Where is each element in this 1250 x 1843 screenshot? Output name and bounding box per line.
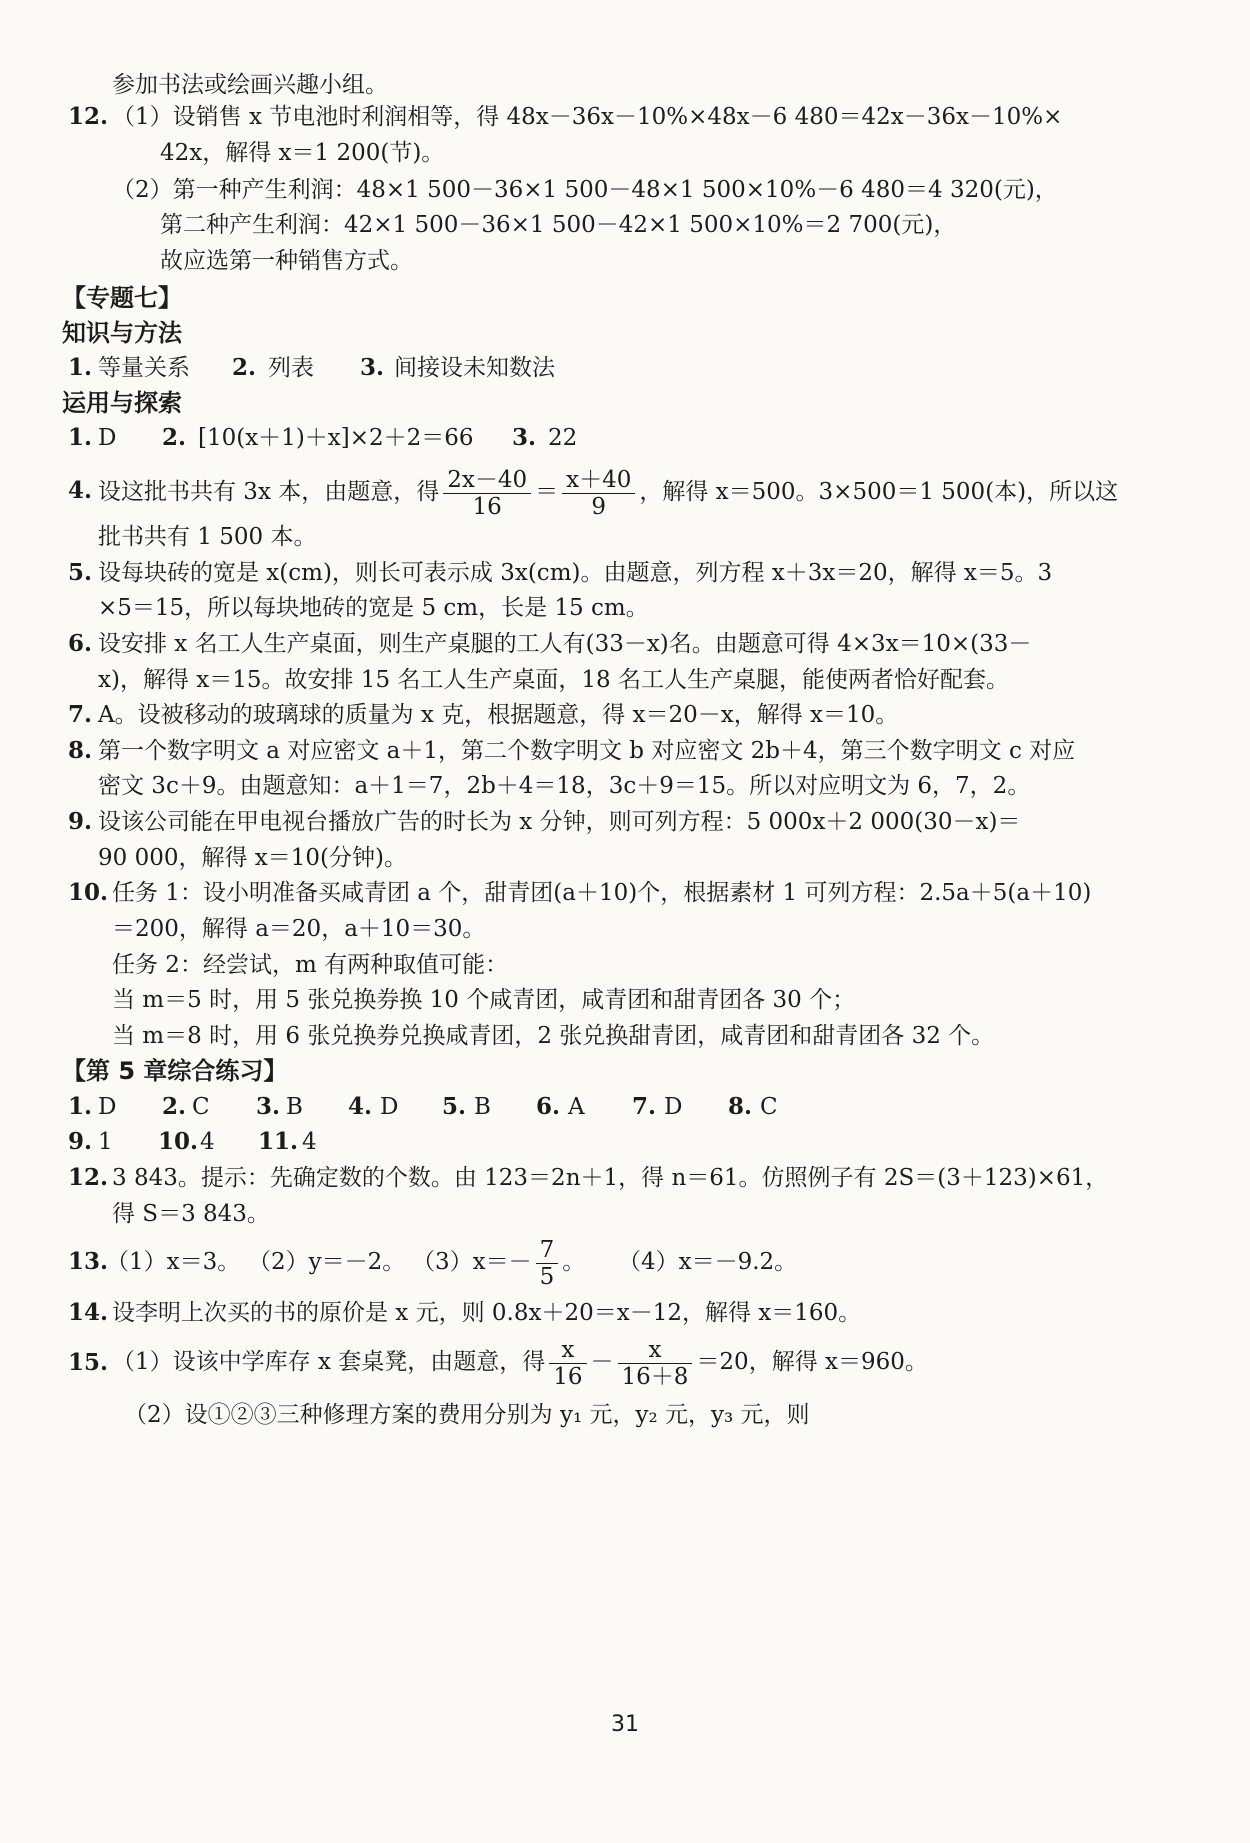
question-number: 14. <box>68 1299 109 1326</box>
section-heading: 【第 5 章综合练习】 <box>62 1057 288 1085</box>
text: ＝ <box>535 479 559 505</box>
answer: 间接设未知数法 <box>394 355 555 381</box>
page-number: 31 <box>611 1712 639 1737</box>
text: （1）设该中学库存 x 套桌凳，由题意，得 <box>112 1349 546 1375</box>
text: A。设被移动的玻璃球的质量为 x 克，根据题意，得 x＝20－x，解得 x＝10。 <box>98 702 899 728</box>
answer-number: 10. <box>158 1128 199 1155</box>
c15-line-1 <box>0 1332 1250 1392</box>
question-number: 8. <box>68 737 93 764</box>
question-number: 13. <box>68 1248 109 1275</box>
numerator: 2x－40 <box>443 467 531 494</box>
answer: [10(x＋1)＋x]×2＋2＝66 <box>198 425 474 451</box>
question-number: 12. <box>68 1164 109 1191</box>
text: （2）y＝－2。 <box>248 1249 406 1275</box>
fraction <box>562 467 635 520</box>
answer-number: 3. <box>512 424 537 451</box>
text: 。 <box>562 1249 586 1275</box>
text: ＝200，解得 a＝20，a＋10＝30。 <box>112 916 486 942</box>
text: 参加书法或绘画兴趣小组。 <box>112 72 388 98</box>
text: 当 m＝8 时，用 6 张兑换券兑换咸青团，2 张兑换甜青团，咸青团和甜青团各 32 个。 <box>112 1023 995 1049</box>
denominator: 9 <box>591 493 607 520</box>
text: 设李明上次买的书的原价是 x 元，则 0.8x＋20＝x－12，解得 x＝160。 <box>112 1300 862 1326</box>
fraction <box>618 1337 693 1390</box>
answer: 1 <box>98 1129 113 1155</box>
answer: C <box>760 1094 778 1120</box>
c15-text <box>112 1332 928 1392</box>
question-number: 5. <box>68 559 93 586</box>
denominator: 5 <box>539 1263 555 1290</box>
text: 密文 3c＋9。由题意知：a＋1＝7，2b＋4＝18，3c＋9＝15。所以对应明文为 6，7，2。 <box>98 773 1031 799</box>
answer: D <box>98 425 117 451</box>
answer: 22 <box>548 425 578 451</box>
answer: 列表 <box>268 355 314 381</box>
subsection-heading: 运用与探索 <box>62 389 182 417</box>
text: （4）x＝－9.2。 <box>618 1249 798 1275</box>
answer-number: 6. <box>536 1093 561 1120</box>
text: 3 843。提示：先确定数的个数。由 123＝2n＋1，得 n＝61。仿照例子有 2S＝(3＋123)×61， <box>112 1165 1109 1191</box>
text: ×5＝15，所以每块地砖的宽是 5 cm，长是 15 cm。 <box>98 595 649 621</box>
text: 设该公司能在甲电视台播放广告的时长为 x 分钟，则可列方程：5 000x＋2 000(30－x)＝ <box>98 809 1021 835</box>
question-number: 6. <box>68 630 93 657</box>
answer: 4 <box>200 1129 215 1155</box>
text: （1）设销售 x 节电池时利润相等，得 48x－36x－10%×48x－6 480＝42x－36x－10%× <box>112 104 1063 130</box>
question-number: 9. <box>68 808 93 835</box>
text: 得 S＝3 843。 <box>112 1201 270 1227</box>
text: 任务 2：经尝试，m 有两种取值可能： <box>112 952 509 978</box>
text: （3）x＝－ <box>412 1249 532 1275</box>
text: 42x，解得 x＝1 200(节)。 <box>160 140 445 166</box>
fraction <box>549 1337 586 1390</box>
text: ，解得 x＝500。3×500＝1 500(本)，所以这 <box>639 479 1119 505</box>
answer-number: 5. <box>442 1093 467 1120</box>
text: 当 m＝5 时，用 5 张兑换券换 10 个咸青团，咸青团和甜青团各 30 个； <box>112 987 856 1013</box>
section-heading: 【专题七】 <box>62 284 182 312</box>
answer-number: 1. <box>68 1093 93 1120</box>
numerator: x＋40 <box>562 467 635 494</box>
subsection-heading: 知识与方法 <box>62 319 182 347</box>
text: （1）x＝3。 <box>106 1249 241 1275</box>
text: 故应选第一种销售方式。 <box>160 248 413 274</box>
answer-number: 3. <box>256 1093 281 1120</box>
answer-number: 2. <box>162 424 187 451</box>
text: 设这批书共有 3x 本，由题意，得 <box>98 479 440 505</box>
c13-part3 <box>412 1232 585 1292</box>
fraction <box>536 1237 559 1290</box>
answer-number: 4. <box>348 1093 373 1120</box>
text: x)，解得 x＝15。故安排 15 名工人生产桌面，18 名工人生产桌腿，能使两者恰好配套。 <box>98 667 1009 693</box>
question-number: 7. <box>68 701 93 728</box>
answer-number: 2. <box>162 1093 187 1120</box>
question-number: 15. <box>68 1349 109 1376</box>
question-number: 4. <box>68 477 93 504</box>
question-number: 10. <box>68 879 109 906</box>
answer-number: 2. <box>232 354 257 381</box>
denominator: 16＋8 <box>621 1363 689 1390</box>
answer-number: 7. <box>632 1093 657 1120</box>
c13-line <box>0 1232 1250 1292</box>
answer: C <box>192 1094 210 1120</box>
answer: 等量关系 <box>98 355 190 381</box>
text: ＝20，解得 x＝960。 <box>696 1349 928 1375</box>
answer-number: 1. <box>68 424 93 451</box>
question-number: 12. <box>68 103 109 130</box>
denominator: 16 <box>472 493 502 520</box>
answer: D <box>380 1094 399 1120</box>
answer: D <box>98 1094 117 1120</box>
answer: D <box>664 1094 683 1120</box>
answer-number: 9. <box>68 1128 93 1155</box>
numerator: 7 <box>536 1237 559 1264</box>
answer-number: 1. <box>68 354 93 381</box>
q4-line-1 <box>0 462 1250 522</box>
numerator: x <box>618 1337 693 1364</box>
answer: B <box>286 1094 303 1120</box>
answer: 4 <box>302 1129 317 1155</box>
text: （2）设①②③三种修理方案的费用分别为 y₁ 元，y₂ 元，y₃ 元，则 <box>124 1402 810 1428</box>
answer-number: 11. <box>258 1128 299 1155</box>
text: 设安排 x 名工人生产桌面，则生产桌腿的工人有(33－x)名。由题意可得 4×3x＝10×(33－ <box>98 631 1032 657</box>
text: 设每块砖的宽是 x(cm)，则长可表示成 3x(cm)。由题意，列方程 x＋3x＝20，解得 x＝5。3 <box>98 560 1053 586</box>
answer-number: 3. <box>360 354 385 381</box>
text: － <box>590 1349 614 1375</box>
answer: B <box>474 1094 491 1120</box>
numerator: x <box>549 1337 586 1364</box>
text: 任务 1：设小明准备买咸青团 a 个，甜青团(a＋10)个，根据素材 1 可列方程：2.5a＋5(a＋10) <box>112 880 1092 906</box>
text: 批书共有 1 500 本。 <box>98 524 317 550</box>
q4-text <box>98 462 1118 522</box>
text: 90 000，解得 x＝10(分钟)。 <box>98 845 407 871</box>
text: （2）第一种产生利润：48×1 500－36×1 500－48×1 500×10%－6 480＝4 320(元)， <box>112 177 1058 203</box>
answer: A <box>568 1094 585 1120</box>
answer-number: 8. <box>728 1093 753 1120</box>
text: 第一个数字明文 a 对应密文 a＋1，第二个数字明文 b 对应密文 2b＋4，第三个数字明文 c 对应 <box>98 738 1076 764</box>
fraction <box>443 467 531 520</box>
denominator: 16 <box>553 1363 583 1390</box>
text: 第二种产生利润：42×1 500－36×1 500－42×1 500×10%＝2 700(元)， <box>160 212 957 238</box>
